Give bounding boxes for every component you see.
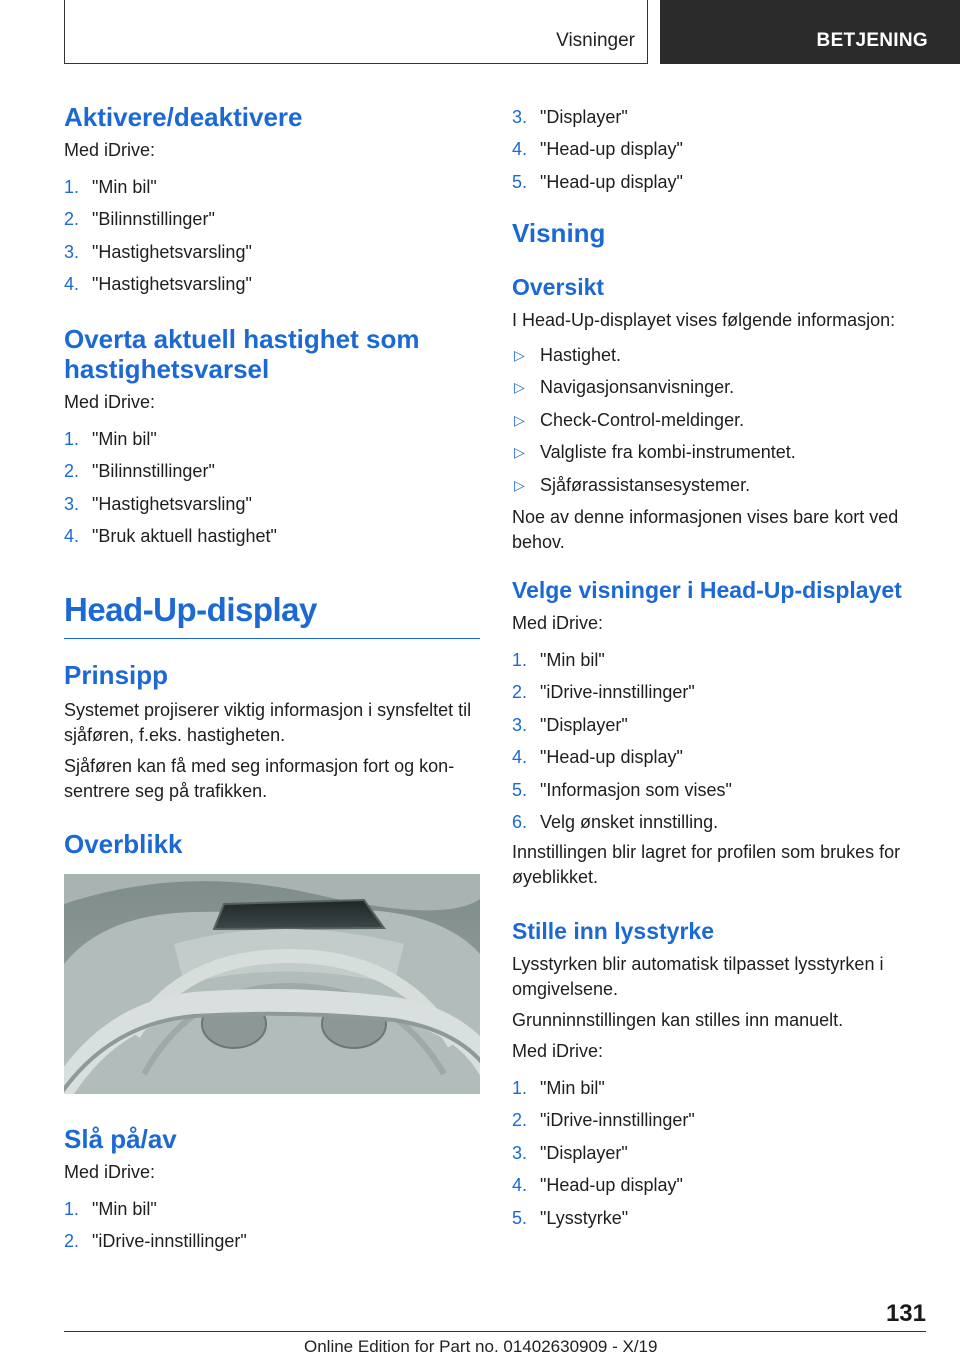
section-prinsipp [64,660,480,804]
heading-velge: Velge visninger i Head-Up-displayet [512,577,902,603]
triangle-bullet-icon: ▷ [514,444,525,461]
overta-steps [64,423,480,553]
aktivere-intro: Med iDrive: [64,140,156,160]
heading-visning: Visning [512,218,606,248]
list-item: ▷ Check-Control-meldinger. [512,404,928,436]
slaa-intro: Med iDrive: [64,1162,156,1182]
list-item: 1. "Min bil" [512,1078,605,1098]
aktivere-steps [64,171,480,301]
header-section-title: Visninger [556,30,635,51]
oversikt-items [512,339,928,501]
lys-paragraph-2: Grunninnstillingen kan stilles inn manuelt. [512,1010,844,1030]
section-velge [512,577,928,890]
velge-intro: Med iDrive: [512,613,604,633]
list-item: 1. "Min bil" [64,429,157,449]
list-item: 4. "Hastighetsvarsling" [64,274,252,295]
list-item: 1. "Min bil" [64,177,157,197]
list-item: 4. "Head-up display" [512,747,683,768]
section-visning [512,218,928,248]
header-chapter-tab [660,0,960,64]
triangle-bullet-icon: ▷ [514,379,525,396]
heading-slaa: Slå på/av [64,1124,177,1154]
list-item: ▷ Valgliste fra kombi-instrumentet. [512,436,928,468]
prinsipp-paragraph-2: Sjåføren kan få med seg informasjon fort og konsentrere seg på trafikken. [64,756,455,801]
heading-prinsipp: Prinsipp [64,660,169,690]
heading-overblikk: Overblikk [64,829,183,859]
heading-overta: Overta aktuell hastighet som hastighetsvarsel [64,324,420,384]
list-item: ▷ Navigasjonsanvisninger. [512,371,928,403]
continued-steps [512,101,928,198]
header-chapter-title: BETJENING [816,30,928,51]
list-item: 1. "Min bil" [512,650,605,670]
slaa-steps [64,1193,480,1258]
list-item: 3. "Displayer" [512,107,628,127]
velge-steps [512,644,928,838]
list-item: 4. "Head-up display" [512,1175,683,1196]
footer-edition: Online Edition for Part no. 01402630909 - X/19 [304,1337,658,1356]
heading-aktivere: Aktivere/deaktivere [64,102,303,132]
list-item: 1. "Min bil" [64,1199,157,1219]
section-oversikt [512,274,928,555]
list-item: 6. Velg ønsket innstilling. [512,812,719,833]
list-item: 2. "iDrive-innstillinger" [512,1110,695,1131]
section-aktivere [64,102,480,301]
overta-intro: Med iDrive: [64,392,156,412]
lys-intro: Med iDrive: [512,1041,604,1061]
oversikt-note: Noe av denne informasjonen vises bare kort ved behov. [512,507,899,553]
list-item: 4. "Head-up display" [512,139,683,160]
list-item: 3. "Displayer" [512,714,628,735]
page-number: 131 [885,1300,926,1327]
dashboard-image [64,874,480,1094]
list-item: ▷ Sjåførassistansesystemer. [512,469,928,501]
list-item: 3. "Displayer" [512,1142,628,1163]
section-headup [64,590,480,639]
section-slaa [64,1124,480,1258]
header-section-box [64,0,648,64]
section-overta [64,324,480,553]
list-item: 3. "Hastighetsvarsling" [64,493,252,514]
heading-oversikt: Oversikt [512,274,605,300]
triangle-bullet-icon: ▷ [514,411,525,428]
list-item: 2. "Bilinnstillinger" [64,209,215,230]
oversikt-intro: I Head-Up-displayet vises følgende informasjon: [512,310,896,330]
heading-headup: Head-Up-display [64,590,480,639]
list-item: ▷ Hastighet. [512,339,928,371]
lys-steps [512,1072,928,1234]
footer-divider [64,1331,926,1332]
list-item: 5. "Informasjon som vises" [512,779,732,800]
list-item: 5. "Head-up display" [512,171,683,192]
triangle-bullet-icon: ▷ [514,347,525,363]
list-item: 2. "iDrive-innstillinger" [512,682,695,703]
lys-paragraph-1: Lysstyrken blir automatisk tilpasset lysstyrken i omgivelsene. [512,954,884,999]
list-item: 3. "Hastighetsvarsling" [64,241,252,262]
section-overblikk [64,829,480,859]
velge-note: Innstillingen blir lagret for profilen som brukes for øyeblikket. [512,842,901,888]
dashboard-illustration [64,874,480,1094]
list-item: 4. "Bruk aktuell hastighet" [64,526,277,547]
list-item: 2. "Bilinnstillinger" [64,461,215,482]
section-lysstyrke [512,918,928,1234]
triangle-bullet-icon: ▷ [514,476,525,493]
list-item: 5. "Lysstyrke" [512,1207,629,1228]
prinsipp-paragraph-1: Systemet projiserer viktig informasjon i synsfeltet til sjåføren, f.eks. hastigheten. [64,700,472,745]
list-item: 2. "iDrive-innstillinger" [64,1231,247,1252]
heading-lysstyrke: Stille inn lysstyrke [512,918,714,944]
